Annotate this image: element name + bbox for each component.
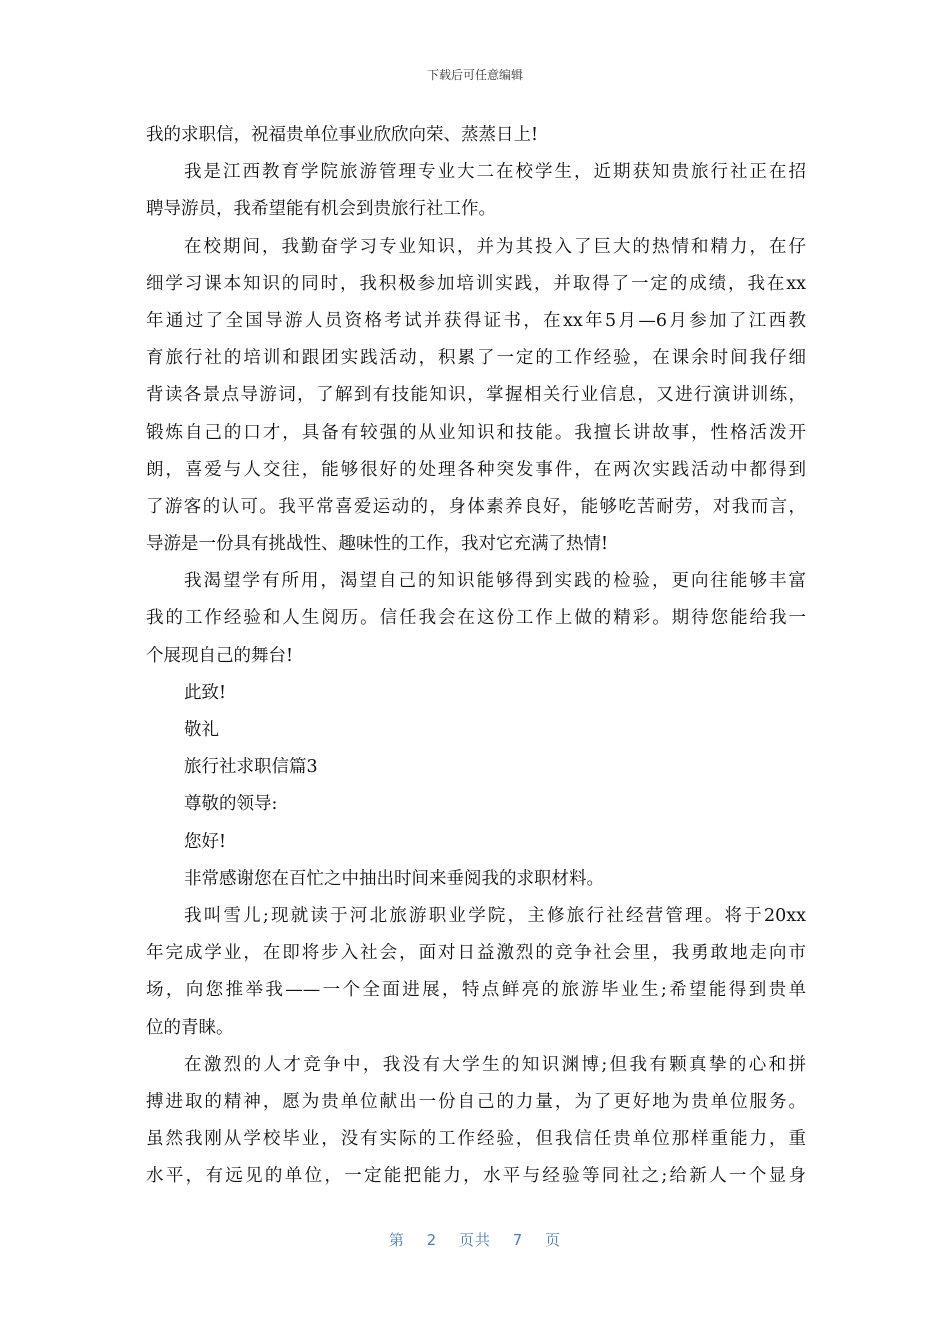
text-line: 水平，有远见的单位，一定能把能力，水平与经验等同社之;给新人一个显身: [146, 1166, 806, 1187]
text-line: 场，向您推举我——一个全面进展，特点鲜亮的旅游毕业生;希望能得到贵单: [146, 980, 806, 1001]
text-line: 在校期间，我勤奋学习专业知识，并为其投入了巨大的热情和精力，在仔: [184, 236, 806, 257]
text-line: 聘导游员，我希望能有机会到贵旅行社工作。: [146, 199, 496, 220]
text-line: 在激烈的人才竞争中，我没有大学生的知识渊博;但我有颗真挚的心和拼: [184, 1054, 806, 1075]
text-line: 背读各景点导游词，了解到有技能知识，掌握相关行业信息，又进行演讲训练，: [146, 385, 806, 406]
text-line: 我叫雪儿;现就读于河北旅游职业学院，主修旅行社经营管理。将于20xx: [184, 905, 806, 926]
footer-page-suffix: 页: [545, 1231, 562, 1249]
text-line: 朗，喜爱与人交往，能够很好的处理各种突发事件，在两次实践活动中都得到: [146, 459, 806, 480]
text-line: 育旅行社的培训和跟团实践活动，积累了一定的工作经验，在课余时间我仔细: [146, 348, 806, 369]
footer-total-number: 7: [512, 1231, 524, 1249]
text-line: 年通过了全国导游人员资格考试并获得证书，在xx年5月—6月参加了江西教: [146, 310, 806, 331]
page-footer: [0, 1229, 950, 1250]
footer-page-word: 第: [388, 1231, 405, 1249]
text-line: 位的青睐。: [146, 1017, 234, 1038]
text-line: 我渴望学有所用，渴望自己的知识能够得到实践的检验，更向往能够丰富: [184, 571, 806, 592]
text-line: 您好!: [184, 831, 227, 852]
footer-total-word: 页共: [458, 1231, 491, 1249]
text-line: 虽然我刚从学校毕业，没有实际的工作经验，但我信任贵单位那样重能力，重: [146, 1129, 806, 1150]
text-line: 年完成学业，在即将步入社会，面对日益激烈的竞争社会里，我勇敢地走向市: [146, 943, 806, 964]
text-line: 搏进取的精神，愿为贵单位献出一份自己的力量，为了更好地为贵单位服务。: [146, 1091, 806, 1112]
text-line: 个展现自己的舞台!: [146, 645, 294, 666]
text-line: 导游是一份具有挑战性、趣味性的工作，我对它充满了热情!: [146, 534, 609, 555]
footer-page-number: 2: [426, 1231, 438, 1249]
text-line: 我的工作经验和人生阅历。信任我会在这份工作上做的精彩。期待您能给我一: [146, 608, 806, 629]
text-line: 尊敬的领导:: [184, 794, 278, 815]
text-line: 我的求职信，祝福贵单位事业欣欣向荣、蒸蒸日上!: [146, 125, 539, 145]
text-line: 细学习课本知识的同时，我积极参加培训实践，并取得了一定的成绩，我在xx: [146, 273, 806, 294]
text-line: 锻炼自己的口才，具备有较强的从业知识和技能。我擅长讲故事，性格活泼开: [146, 422, 806, 443]
page-header-note: 下载后可任意编辑: [426, 68, 523, 82]
text-line: 我是江西教育学院旅游管理专业大二在校学生，近期获知贵旅行社正在招: [184, 162, 806, 183]
text-line: 了游客的认可。我平常喜爱运动的，身体素养良好，能够吃苦耐劳，对我而言，: [146, 496, 806, 517]
document-body: [146, 117, 806, 1195]
text-line: 非常感谢您在百忙之中抽出时间来垂阅我的求职材料。: [184, 868, 604, 889]
text-line: 此致!: [184, 682, 227, 703]
text-line: 敬礼: [184, 720, 219, 740]
text-line: 旅行社求职信篇3: [184, 757, 318, 778]
